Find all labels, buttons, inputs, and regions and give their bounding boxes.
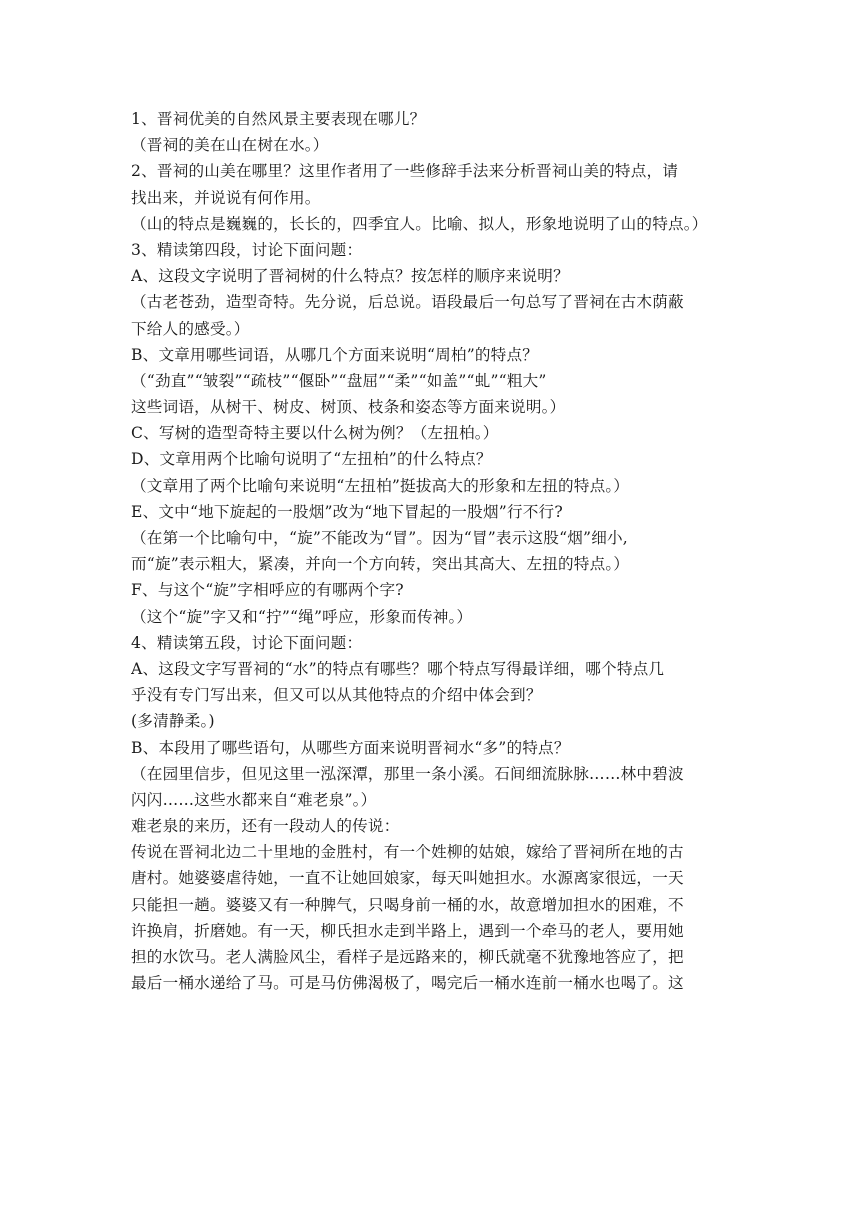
text-line: 唐村。她婆婆虐待她，一直不让她回娘家，每天叫她担水。水源离家很远，一天 xyxy=(131,869,684,888)
text-line: 找出来，并说说有何作用。 xyxy=(131,188,321,207)
text-line: 担的水饮马。老人满脸风尘，看样子是远路来的，柳氏就毫不犹豫地答应了，把 xyxy=(131,948,684,966)
text-line: （古老苍劲，造型奇特。先分说，后总说。语段最后一句总写了晋祠在古木荫蔽 xyxy=(131,293,684,312)
text-line: 2、晋祠的山美在哪里？这里作者用了一些修辞手法来分析晋祠山美的特点，请 xyxy=(131,162,679,181)
text-line: (多清静柔。) xyxy=(131,712,215,731)
text-line: 3、精读第四段，讨论下面问题： xyxy=(131,240,363,259)
text-line: B、本段用了哪些语句，从哪些方面来说明晋祠水“多”的特点？ xyxy=(131,738,570,757)
text-line: （文章用了两个比喻句来说明“左扭柏”挺拔高大的形象和左扭的特点。） xyxy=(131,476,630,495)
text-line: 闪闪……这些水都来自“难老泉”。） xyxy=(131,790,377,809)
text-line: A、这段文字说明了晋祠树的什么特点？按怎样的顺序来说明？ xyxy=(131,267,569,286)
text-line: 难老泉的来历，还有一段动人的传说： xyxy=(131,817,400,836)
text-line: 传说在晋祠北边二十里地的金胜村，有一个姓柳的姑娘，嫁给了晋祠所在地的古 xyxy=(131,843,684,862)
text-line: 这些词语，从树干、树皮、树顶、枝条和姿态等方面来说明。） xyxy=(131,398,566,417)
text-line: 1、晋祠优美的自然风景主要表现在哪儿？ xyxy=(131,110,426,128)
text-line: D、文章用两个比喻句说明了“左扭柏”的什么特点？ xyxy=(131,450,492,469)
text-line: （晋祠的美在山在树在水。） xyxy=(131,136,329,155)
text-line: （这个“旋”字又和“拧”“绳”呼应，形象而传神。） xyxy=(131,607,473,626)
document-body xyxy=(131,106,739,996)
text-line: 最后一桶水递给了马。可是马仿佛渴极了，喝完后一桶水连前一桶水也喝了。这 xyxy=(131,974,684,993)
text-line: 下给人的感受。） xyxy=(131,319,250,338)
text-line: （在园里信步，但见这里一泓深潭，那里一条小溪。石间细流脉脉……林中碧波 xyxy=(131,764,684,783)
text-line: （在第一个比喻句中，“旋”不能改为“冒”。因为“冒”表示这股“烟”细小, xyxy=(131,529,628,547)
text-line: 只能担一趟。婆婆又有一种脾气，只喝身前一桶的水，故意增加担水的困难，不 xyxy=(131,895,684,914)
text-line: A、这段文字写晋祠的“水”的特点有哪些？哪个特点写得最详细，哪个特点几 xyxy=(131,659,665,678)
text-line: 乎没有专门写出来，但又可以从其他特点的介绍中体会到？ xyxy=(131,686,542,705)
text-line: E、文中“地下旋起的一股烟”改为“地下冒起的一股烟”行不行? xyxy=(131,502,563,521)
text-line: （“劲直”“皱裂”“疏枝”“偃卧”“盘屈”“柔”“如盖”“虬”“粗大” xyxy=(131,371,547,390)
text-line: 许换肩，折磨她。有一天，柳氏担水走到半路上，遇到一个牵马的老人，要用她 xyxy=(131,921,684,940)
text-line: 而“旋”表示粗大，紧凑，并向一个方向转，突出其高大、左扭的特点。） xyxy=(131,555,630,574)
text-line: （山的特点是巍巍的，长长的，四季宜人。比喻、拟人，形象地说明了山的特点。） xyxy=(131,214,708,233)
text-line: B、文章用哪些词语，从哪几个方面来说明“周柏”的特点？ xyxy=(131,345,539,364)
text-line: C、写树的造型奇特主要以什么树为例？（左扭柏。） xyxy=(131,424,499,443)
text-line: F、与这个“旋”字相呼应的有哪两个字? xyxy=(131,581,404,600)
text-line: 4、精读第五段，讨论下面问题： xyxy=(131,633,363,652)
